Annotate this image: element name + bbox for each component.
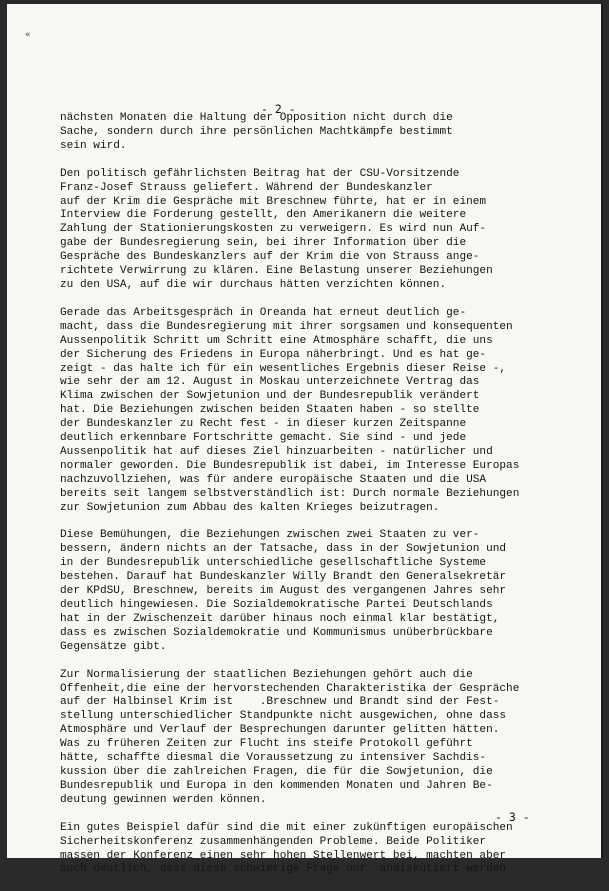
text-line: Sicherheitskonferenz zusammenhängenden Probleme. Beide Politiker — [60, 835, 487, 848]
footer-page-number: - 3 - — [495, 810, 530, 824]
text-line: bestehen. Darauf hat Bundeskanzler Willy Brandt den Generalsekretär — [60, 571, 507, 584]
text-line: macht, dass die Bundesregierung mit ihrer sorgsamen und konsequenten — [60, 320, 513, 333]
text-line: hätte, schaffte diesmal die Voraussetzung zu intensiver Sachdis- — [60, 752, 487, 765]
text-line: zeigt - das halte ich für ein wesentliches Ergebnis dieser Reise -, — [60, 362, 507, 375]
text-line: richtete Verwirrung zu klären. Eine Belastung unserer Beziehungen — [60, 265, 493, 278]
text-line: in der Bundesrepublik unterschiedliche gesellschaftliche Systeme — [60, 557, 487, 570]
header-page-number: - 2 - — [261, 102, 296, 116]
text-line: Gerade das Arbeitsgespräch in Oreanda hat erneut deutlich ge- — [60, 306, 467, 319]
paragraph — [60, 168, 580, 293]
text-line: bessern, ändern nichts an der Tatsache, dass in der Sowjetunion und — [60, 543, 507, 556]
document-page — [7, 4, 603, 876]
text-line: der KPdSU, Breschnew, bereits im August des vergangenen Jahres sehr — [60, 585, 507, 598]
text-line: auf der Krim die Gespräche mit Breschnew führte, hat er in einem — [60, 195, 487, 208]
text-line: stellung unterschiedlicher Standpunkte nicht ausgewichen, ohne dass — [60, 710, 507, 723]
text-line: hat in der Zwischenzeit darüber hinaus noch einmal klar bestätigt, — [60, 612, 500, 625]
text-line: der Sicherung des Friedens in Europa näherbringt. Und es hat ge- — [60, 348, 487, 361]
text-line: deutlich hingewiesen. Die Sozialdemokratische Partei Deutschlands — [60, 599, 493, 611]
text-line: bereits seit langem selbstverständlich ist: Durch normale Beziehungen — [60, 487, 520, 500]
text-line: deutlich erkennbare Fortschritte gemacht. Sie sind - und jede — [60, 432, 467, 445]
document-body — [60, 112, 580, 891]
text-line: deutung gewinnen werden können. — [60, 793, 267, 806]
paragraph — [60, 529, 580, 654]
text-line: massen der Konferenz einen sehr hohen Stellenwert bei, machten aber — [60, 849, 507, 862]
paragraph — [60, 307, 580, 516]
text-line: Ein gutes Beispiel dafür sind die mit einer zukünftigen europäischen — [60, 821, 513, 834]
text-line: Klima zwischen der Sowjetunion und der Bundesrepublik verändert — [60, 390, 480, 403]
text-line: Franz-Josef Strauss geliefert. Während der Bundeskanzler — [60, 181, 433, 194]
paragraph — [60, 112, 580, 154]
paragraph — [60, 669, 580, 808]
text-line: zur Sowjetunion zum Abbau des kalten Krieges beizutragen. — [60, 501, 440, 514]
text-line: Aussenpolitik Schritt um Schritt eine Atmosphäre schafft, die uns — [60, 334, 493, 347]
corner-mark: « — [25, 30, 31, 40]
text-line: Gegensätze gibt. — [60, 640, 167, 653]
text-line: Was zu früheren Zeiten zur Flucht ins steife Protokoll geführt — [60, 738, 473, 751]
text-line: Bundesrepublik und Europa in den kommenden Monaten und Jahren Be- — [60, 779, 493, 792]
text-line: Zur Normalisierung der staatlichen Beziehungen gehört auch die — [60, 668, 473, 681]
text-line: zu den USA, auf die wir durchaus hätten verzichten können. — [60, 278, 447, 291]
text-line: nachzuvollziehen, was für andere europäische Staaten und die USA — [60, 473, 487, 486]
paragraph — [60, 822, 580, 878]
text-line: Sache, sondern durch ihre persönlichen Machtkämpfe bestimmt — [60, 125, 453, 138]
text-line: auf der Halbinsel Krim ist .Breschnew und Brandt sind der Fest- — [60, 696, 500, 709]
text-line: gabe der Bundesregierung sein, bei ihrer Information über die — [60, 237, 467, 250]
text-line: Aussenpolitik hat auf dieses Ziel hinzuarbeiten - natürlicher und — [60, 445, 493, 458]
text-line: auch deutlich, dass diese schwierige Frage nur andiskutiert werden — [60, 863, 507, 876]
text-line: der Bundeskanzler zu Recht fest - in dieser kurzen Zeitspanne — [60, 418, 467, 431]
text-line: Atmosphäre und Verlauf der Besprechungen darunter gelitten hätten. — [60, 724, 500, 737]
text-line: wie sehr der am 12. August in Moskau unterzeichnete Vertrag das — [60, 376, 480, 389]
text-line: normaler geworden. Die Bundesrepublik ist dabei, im Interesse Europas — [60, 459, 520, 472]
text-line: Gespräche des Bundeskanzlers auf der Krim die von Strauss ange- — [60, 251, 480, 264]
text-line: Diese Bemühungen, die Beziehungen zwischen zwei Staaten zu ver- — [60, 529, 480, 542]
text-line: Zahlung der Stationierungskosten zu verweigern. Es wird nun Auf- — [60, 223, 487, 236]
text-line: nächsten Monaten die Haltung der Opposition nicht durch die — [60, 112, 453, 124]
text-line: Interview die Forderung gestellt, den Amerikanern die weitere — [60, 209, 467, 222]
text-line: Den politisch gefährlichsten Beitrag hat der CSU-Vorsitzende — [60, 167, 460, 180]
text-line: dass es zwischen Sozialdemokratie und Kommunismus unüberbrückbare — [60, 626, 493, 639]
text-line: hat. Die Beziehungen zwischen beiden Staaten haben - so stellte — [60, 404, 480, 417]
text-line: sein wird. — [60, 139, 127, 152]
text-line: Offenheit,die eine der hervorstechenden Charakteristika der Gespräche — [60, 682, 520, 695]
text-line: kussion über die zahlreichen Fragen, die für die Sowjetunion, die — [60, 765, 493, 778]
